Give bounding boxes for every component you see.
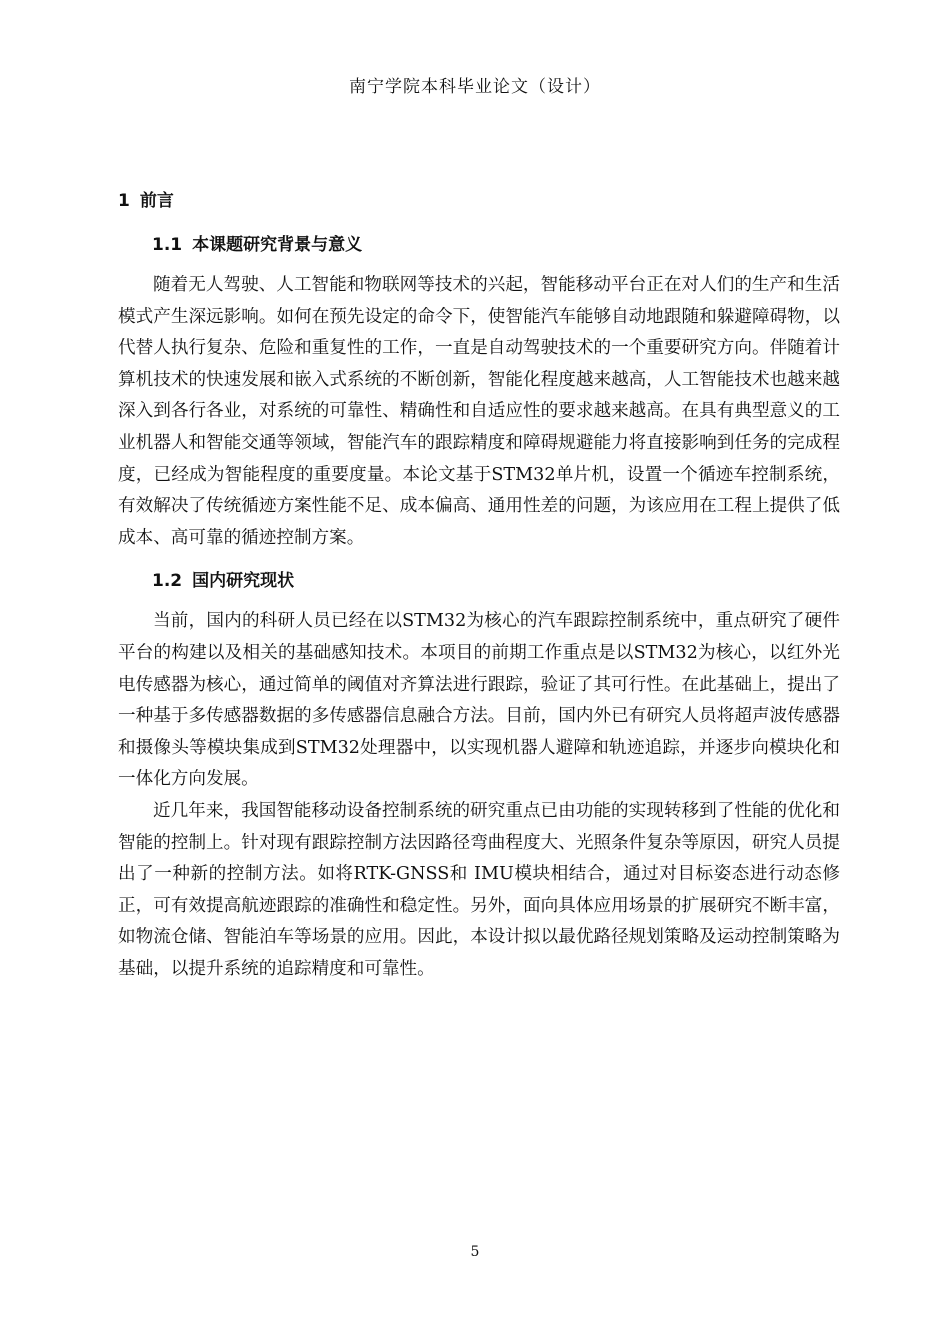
research-status-paragraph-2: 近几年来，我国智能移动设备控制系统的研究重点已由功能的实现转移到了性能的优化和智能的控制上。针对现有跟踪控制方法因路径弯曲程度大、光照条件复杂等原因，研究人员提出了一种新的控制方法。如将RTK-GNSS和 IMU模块相结合，通过对目标姿态进行动态修正，可有效提高航迹跟踪的准确性和稳定性。另外，面向具体应用场景的扩展研究不断丰富，如物流仓储、智能泊车等场景的应用。因此，本设计拟以最优路径规划策略及运动控制策略为基础，以提升系统的追踪精度和可靠性。 [118,800,840,979]
subsection-heading-1-2 [152,568,840,594]
background-paragraph: 随着无人驾驶、人工智能和物联网等技术的兴起，智能移动平台正在对人们的生产和生活模式产生深远影响。如何在预先设定的命令下，使智能汽车能够自动地跟随和躲避障碍物，以代替人执行复杂、危险和重复性的工作，一直是自动驾驶技术的一个重要研究方向。伴随着计算机技术的快速发展和嵌入式系统的不断创新，智能化程度越来越高，人工智能技术也越来越深入到各行各业，对系统的可靠性、精确性和自适应性的要求越来越高。在具有典型意义的工业机器人和智能交通等领域，智能汽车的跟踪精度和障碍规避能力将直接影响到任务的完成程度，已经成为智能程度的重要度量。本论文基于STM32单片机，设置一个循迹车控制系统，有效解决了传统循迹方案性能不足、成本偏高、通用性差的问题，为该应用在工程上提供了低成本、高可靠的循迹控制方案。 [118,275,840,548]
subsection-title: 国内研究现状 [192,571,295,592]
subsection-heading-1-1 [152,232,840,258]
research-status-paragraph-1: 当前，国内的科研人员已经在以STM32为核心的汽车跟踪控制系统中，重点研究了硬件平台的构建以及相关的基础感知技术。本项目的前期工作重点是以STM32为核心，以红外光电传感器为核心，通过简单的阈值对齐算法进行跟踪，验证了其可行性。在此基础上，提出了一种基于多传感器数据的多传感器信息融合方法。目前，国内外已有研究人员将超声波传感器和摄像头等模块集成到STM32处理器中，以实现机器人避障和轨迹追踪，并逐步向模块化和一体化方向发展。 [118,611,840,790]
subsection-number: 1.1 [152,235,183,255]
section-heading-1 [118,188,840,214]
document-body [118,188,840,985]
subsection-number: 1.2 [152,571,183,592]
section-title: 前言 [139,191,174,211]
subsection-title: 本课题研究背景与意义 [192,235,363,255]
page-header: 南宁学院本科毕业论文（设计） [349,77,601,97]
page-number: 5 [470,1244,480,1260]
section-number: 1 [118,191,130,211]
